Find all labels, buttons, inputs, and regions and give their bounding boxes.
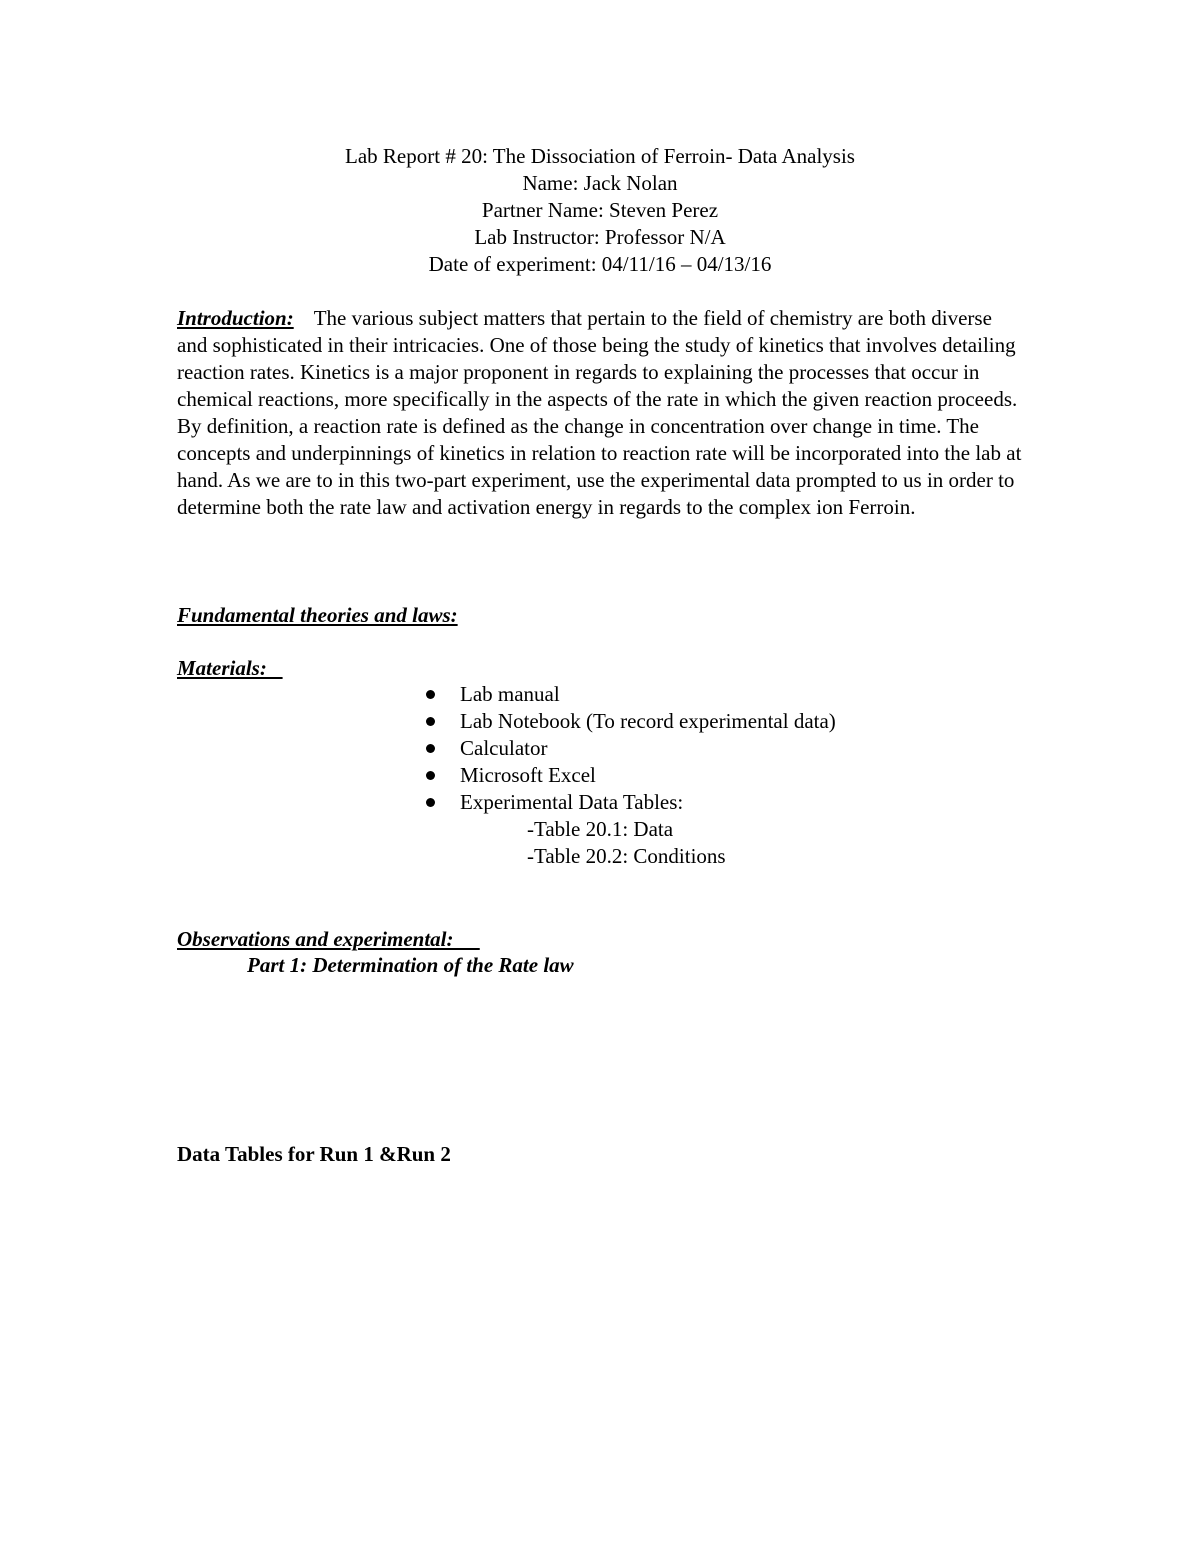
introduction-paragraph xyxy=(177,305,1027,521)
report-title: Lab Report # 20: The Dissociation of Ferroin- Data Analysis xyxy=(345,144,855,168)
list-item: Microsoft Excel xyxy=(421,762,836,789)
experiment-date: Date of experiment: 04/11/16 – 04/13/16 xyxy=(428,252,772,276)
materials-heading: Materials: xyxy=(177,656,283,680)
student-name: Name: Jack Nolan xyxy=(522,171,678,195)
bullet-icon xyxy=(426,717,435,726)
materials-list xyxy=(421,681,836,816)
list-item: Lab manual xyxy=(421,681,836,708)
introduction-text: The various subject matters that pertain to the field of chemistry are both diverse and sophisticated in their intricacies. One of those being the study of kinetics that involves detailing reaction rates. Kinetics is a major proponent in regards to explaining the processes that occur in chemical reactions, more specifically in the aspects of the rate in which the given reaction proceeds. By definition, a reaction rate is defined as the change in concentration over change in time. The concepts and underpinnings of kinetics in relation to reaction rate will be incorporated into the lab at hand. As we are to in this two-part experiment, use the experimental data prompted to us in order to determine both the rate law and activation energy in regards to the complex ion Ferroin. xyxy=(177,306,1022,519)
report-header xyxy=(0,143,1200,278)
part1-heading: Part 1: Determination of the Rate law xyxy=(247,953,574,977)
list-item: Experimental Data Tables: xyxy=(421,789,836,816)
bullet-icon xyxy=(426,798,435,807)
partner-name: Partner Name: Steven Perez xyxy=(481,198,719,222)
list-item: Calculator xyxy=(421,735,836,762)
observations-heading: Observations and experimental: xyxy=(177,927,480,951)
bullet-icon xyxy=(426,744,435,753)
data-tables-heading: Data Tables for Run 1 &Run 2 xyxy=(177,1142,451,1166)
list-item: Lab Notebook (To record experimental data) xyxy=(421,708,836,735)
sublist-item: -Table 20.1: Data xyxy=(527,817,674,841)
introduction-label: Introduction: xyxy=(177,306,294,330)
fundamental-theories-heading: Fundamental theories and laws: xyxy=(177,603,458,627)
lab-instructor: Lab Instructor: Professor N/A xyxy=(474,225,726,249)
bullet-icon xyxy=(426,690,435,699)
sublist-item: -Table 20.2: Conditions xyxy=(527,844,726,868)
bullet-icon xyxy=(426,771,435,780)
data-tables-sublist xyxy=(527,816,726,870)
